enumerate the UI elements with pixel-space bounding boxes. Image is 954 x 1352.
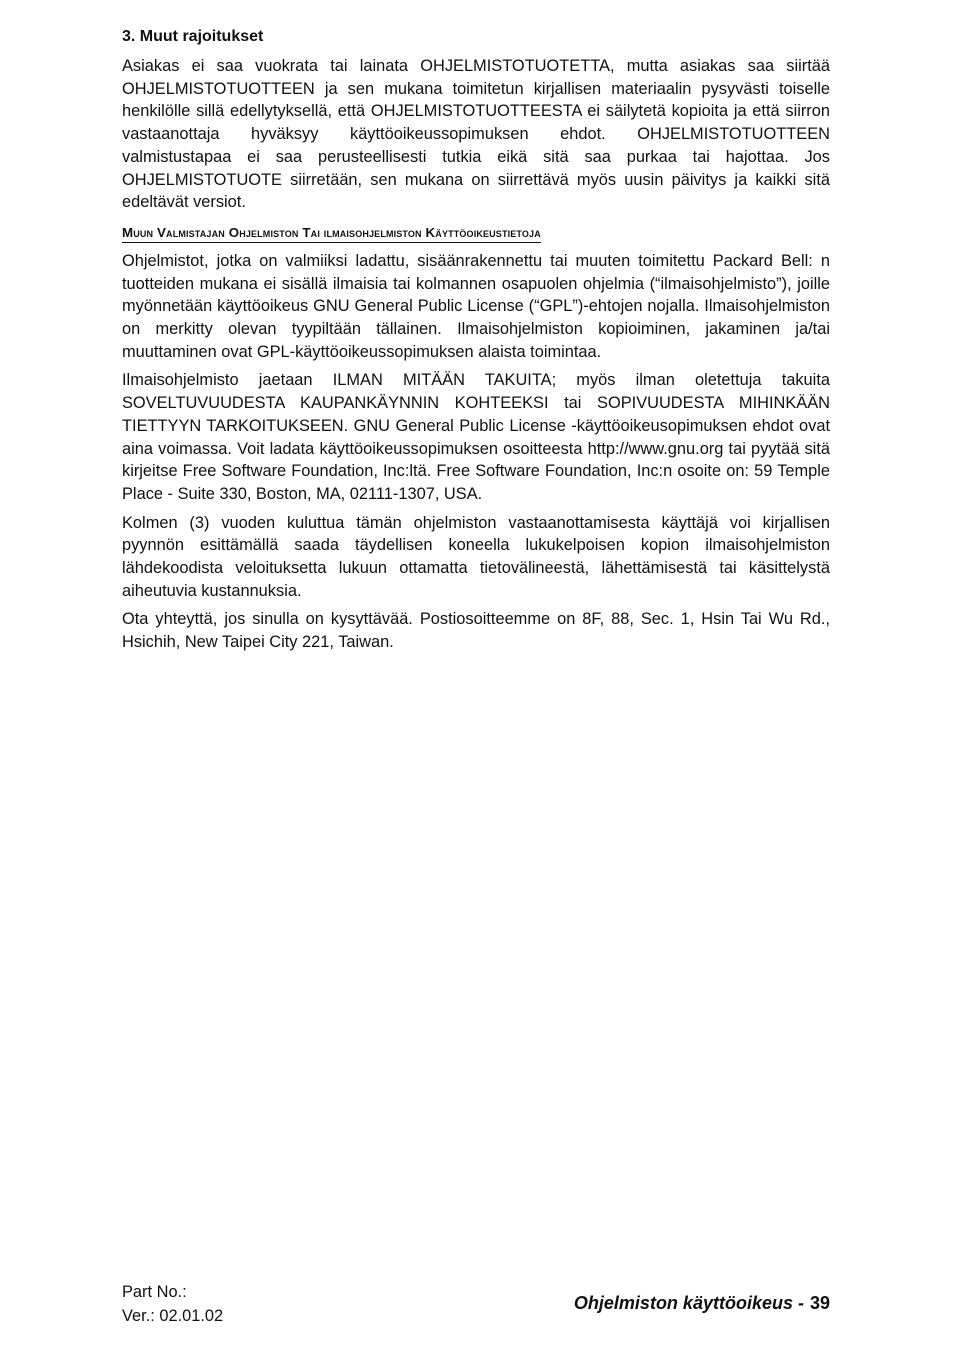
source-code-paragraph: Kolmen (3) vuoden kuluttua tämän ohjelmiston vastaanottamisesta käyttäjä voi kirjallisen pyynnön esittämällä saada täydellisen koneella lukukelpoisen kopion ilmaisohjelmiston lähdekoodista veloituksetta lukuun ottamatta tietovälineestä, lähettämisestä tai käsittelystä aiheutuvia kustannuksia. [122, 513, 830, 600]
footer-doc-title: Ohjelmiston käyttöoikeus - [573, 1293, 804, 1313]
third-party-heading: Muun Valmistajan Ohjelmiston Tai ilmaisohjelmiston Käyttöoikeustietoja [122, 224, 541, 243]
restrictions-paragraph: Asiakas ei saa vuokrata tai lainata OHJELMISTOTUOTETTA, mutta asiakas saa siirtää OHJELMISTOTUOTTEEN ja sen mukana toimitetun kirjallisen materiaalin pysyvästi toiselle henkilölle sillä edellytyksellä, että OHJELMISTOTUOTTEESTA ei säilytetä kopioita ja että siirron vastaanottaja hyväksyy käyttöoikeussopimuksen ehdot. OHJELMISTOTUOTTEEN valmistustapaa ei saa perusteellisesti tutkia eikä sitä saa purkaa tai hajottaa. Jos OHJELMISTOTUOTE siirretään, sen mukana on siirrettävä myös uusin päivitys ja kaikki sitä edeltävät versiot. [122, 57, 830, 212]
page-content [122, 26, 830, 660]
footer-part-info [122, 1280, 223, 1328]
version-number: Ver.: 02.01.02 [122, 1307, 224, 1325]
contact-paragraph: Ota yhteyttä, jos sinulla on kysyttävää. Postiosoitteemme on 8F, 88, Sec. 1, Hsin Tai Wu Rd., Hsichih, New Taipei City 221, Taiwan. [122, 610, 830, 652]
part-number: Part No.: [122, 1283, 187, 1301]
freeware-intro-paragraph: Ohjelmistot, jotka on valmiiksi ladattu, sisäänrakennettu tai muuten toimitettu Packard Bell: n tuotteiden mukana ei sisällä ilmaisia tai kolmannen osapuolen ohjelmia (“ilmaisohjelmisto”), joille myönnetään käyttöoikeus GNU General Public License (“GPL”)-ehtojen nojalla. Ilmaisohjelmiston on merkitty olevan tyypiltään tällainen. Ilmaisohjelmiston kopioiminen, jakaminen ja/tai muuttaminen ovat GPL-käyttöoikeussopimuksen alaista toimintaa. [122, 251, 830, 361]
footer-page-label [574, 1290, 830, 1316]
third-party-heading-wrap [122, 220, 830, 247]
section-title: 3. Muut rajoitukset [122, 28, 264, 45]
page-number: 39 [809, 1293, 830, 1313]
warranty-paragraph: Ilmaisohjelmisto jaetaan ILMAN MITÄÄN TAKUITA; myös ilman oletettuja takuita SOVELTUVUUDESTA KAUPANKÄYNNIN KOHTEEKSI tai SOPIVUUDESTA MIHINKÄÄN TIETTYYN TARKOITUKSEEN. GNU General Public License -käyttöoikeusopimuksen ehdot ovat aina voimassa. Voit ladata käyttöoikeussopimuksen osoitteesta http://www.gnu.org tai pyytää sitä kirjeitse Free Software Foundation, Inc:ltä. Free Software Foundation, Inc:n osoite on: 59 Temple Place - Suite 330, Boston, MA, 02111-1307, USA. [122, 371, 830, 503]
